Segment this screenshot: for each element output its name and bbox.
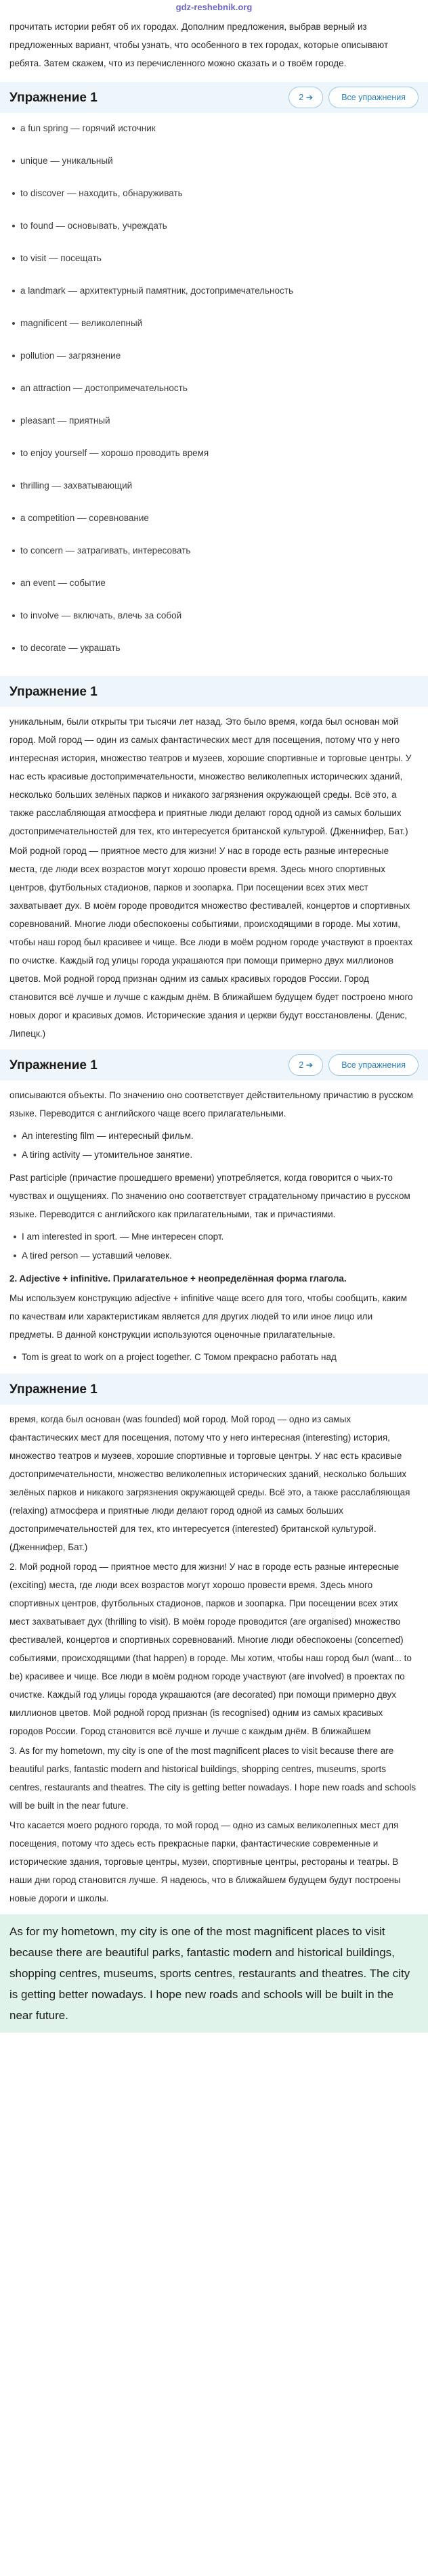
section-header-1 — [0, 82, 428, 113]
vocab-item: thrilling — захватывающий — [20, 476, 419, 508]
vocab-list — [9, 118, 419, 671]
vocab-item: pollution — загрязнение — [20, 346, 419, 378]
paragraph: Мы используем конструкцию adjective + infinitive чаще всего для того, чтобы сообщить, каким по качествам или характеристикам является для других людей то или иное лицо или предметы. В данной конструкции используются оценочные прилагательные. — [9, 1293, 408, 1340]
paragraph: уникальным, были открыты три тысячи лет назад. Это было время, когда был основан мой город. Мой город — один из самых фантастических мест для посещения, потому что у него интересная история, множество театров и музеев, хорошие спортивные и торговые центры. У нас есть красивые достопримечательности, множество великолепных исторических зданий, несколько больших зелёных парков и никакого загрязнения окружающей среды. Всё это, а также расслабляющая атмосфера и приятные люди делают город одной из самых больших достопримечательностей для тех, кто интересуется британской культурой. (Дженнифер, Бат.) — [9, 717, 412, 836]
example-item: A tiring activity — утомительное занятие. — [22, 1146, 419, 1165]
next-exercise-button[interactable]: 2 ➔ — [288, 87, 323, 108]
example-list — [9, 1348, 419, 1367]
paragraph: 3. As for my hometown, my city is one of the most magnificent places to visit because there are beautiful parks, fantastic modern and historical buildings, shopping centres, museums, sports centres, restaurants and theatres. The city is getting better nowadays. I hope new roads and schools will be built in the near future. — [9, 1746, 416, 1811]
vocab-item: to involve — включать, влечь за собой — [20, 606, 419, 638]
nav-buttons — [288, 1054, 419, 1076]
highlight-block: As for my hometown, my city is one of the most magnificent places to visit because there are beautiful parks, fantastic modern and historical buildings, shopping centres, museums, sports centres, restaurants and theatres. The city is getting better nowadays. I hope new roads and schools will be built in the near future. — [0, 1914, 428, 2033]
vocab-item: magnificent — великолепный — [20, 313, 419, 346]
text-block — [9, 713, 419, 1043]
section-title: Упражнение 1 — [9, 90, 98, 105]
section-header-2 — [0, 676, 428, 707]
vocab-item: to concern — затрагивать, интересовать — [20, 541, 419, 573]
example-item: An interesting film — интересный фильм. — [22, 1127, 419, 1146]
subheading: 2. Adjective + infinitive. Прилагательное + неопределённая форма глагола. — [9, 1273, 347, 1284]
section-title: Упражнение 1 — [9, 1382, 98, 1397]
vocab-item: a competition — соревнование — [20, 508, 419, 541]
vocab-item: an event — событие — [20, 573, 419, 606]
section-header-3 — [0, 1049, 428, 1081]
vocab-item: to discover — находить, обнаруживать — [20, 183, 419, 216]
intro-text: прочитать истории ребят об их городах. Дополним предложения, выбрав верный из предложенных вариант, чтобы узнать, что особенного в тех городах, которые описывают ребята. Затем скажем, что из перечисленного можно сказать и о твоём городе. — [9, 22, 389, 68]
paragraph: описываются объекты. По значению оно соответствует действительному причастию в русском языке. Переводится с английского чаще всего прилагательными. — [9, 1090, 413, 1118]
vocab-item: to found — основывать, учреждать — [20, 216, 419, 248]
nav-buttons — [288, 87, 419, 108]
paragraph: время, когда был основан (was founded) мой город. Мой город — одно из самых фантастических мест для посещения, потому что у него интересная (interesting) история, множество театров и музеев, хорошие спортивные и торговые центры. У нас есть красивые достопримечательности, множество великолепных исторических зданий, несколько больших зелёных парков и никакого загрязнения окружающей среды. Всё это, а также расслабляющая (relaxing) атмосфера и приятные люди делают город одной из самых больших достопримечательностей для тех, кто интересуется (interested) британской культурой. (Дженнифер, Бат.) — [9, 1414, 410, 1552]
vocab-item: to visit — посещать — [20, 248, 419, 281]
vocab-item: a fun spring — горячий источник — [20, 118, 419, 151]
site-logo[interactable]: gdz-reshebnik.org — [175, 2, 253, 12]
grammar-block — [9, 1086, 419, 1367]
vocab-item: a landmark — архитектурный памятник, достопримечательность — [20, 281, 419, 313]
example-item: A tired person — уставший человек. — [22, 1246, 419, 1265]
example-list — [9, 1127, 419, 1165]
next-exercise-button[interactable]: 2 ➔ — [288, 1054, 323, 1076]
vocab-item: to enjoy yourself — хорошо проводить время — [20, 443, 419, 476]
vocab-item: to decorate — украшать — [20, 638, 419, 671]
paragraph: Past participle (причастие прошедшего времени) употребляется, когда говорится о чьих-то чувствах и ощущениях. По значению оно соответствует страдательному причастию в русском языке. Переводится с английского как прилагательными, так и причастиями. — [9, 1173, 410, 1219]
paragraph: Мой родной город — приятное место для жизни! У нас в городе есть разные интересные места, где люди всех возрастов могут хорошо провести время. Здесь много спортивных центров, футбольных стадионов, парков и зоопарка. При посещении всех этих мест захватывает дух. В моём городе проводится множество фестивалей, концертов и спортивных соревнований. Многие люди обеспокоены событиями, происходящими в городе. Мы хотим, чтобы наш город был красивее и чище. Все люди в моём родном городе участвуют в проектах по очистке. Каждый год улицы города украшаются при помощи примерно двух миллионов цветов. Мой родной город признан одним из самых красивых городов России. Город становится всё лучше и лучше с каждым днём. В ближайшем будущем будет построено много новых дорог и красивых домов. Исторические здания и церкви будут восстановлены. (Денис, Липецк.) — [9, 846, 413, 1039]
all-exercises-button[interactable]: Все упражнения — [328, 87, 419, 108]
vocab-item: unique — уникальный — [20, 151, 419, 183]
all-exercises-button[interactable]: Все упражнения — [328, 1054, 419, 1076]
section-title: Упражнение 1 — [9, 1058, 98, 1072]
example-list — [9, 1227, 419, 1265]
example-item: I am interested in sport. — Мне интересен спорт. — [22, 1227, 419, 1246]
answer-block — [9, 1410, 419, 1907]
example-item: Tom is great to work on a project together. С Томом прекрасно работать над — [22, 1348, 419, 1367]
paragraph: 2. Мой родной город — приятное место для жизни! У нас в городе есть разные интересные (exciting) места, где люди всех возрастов могут хорошо провести время. Здесь много спортивных центров, футбольных стадионов, парков и зоопарка. При посещении всех этих мест захватывает дух (thrilling to visit). В моём городе проводится (are organised) множество фестивалей, концертов и спортивных соревнований. Многие люди обеспокоены (concerned) событиями, происходящими (that happen) в городе. Мы хотим, чтобы наш город был (want... to be) красивее и чище. Все люди в моём родном городе участвуют (are involved) в проектах по очистке. Каждый год улицы города украшаются (are decorated) при помощи примерно двух миллионов цветов. Мой родной город признан (is recognised) одним из самых красивых городов России. Город становится всё лучше и лучше с каждым днём. В ближайшем — [9, 1562, 412, 1736]
vocab-item: pleasant — приятный — [20, 411, 419, 443]
section-title: Упражнение 1 — [9, 684, 98, 699]
vocab-item: an attraction — достопримечательность — [20, 378, 419, 411]
paragraph: Что касается моего родного города, то мой город — одно из самых великолепных мест для посещения, потому что здесь есть прекрасные парки, фантастические современные и исторические здания, торговые центры, музеи, спортивные центры, рестораны и театры. В наши дни город становится лучше. Я надеюсь, что в ближайшем будущем будут построены новые дороги и школы. — [9, 1820, 401, 1903]
section-header-4 — [0, 1374, 428, 1405]
